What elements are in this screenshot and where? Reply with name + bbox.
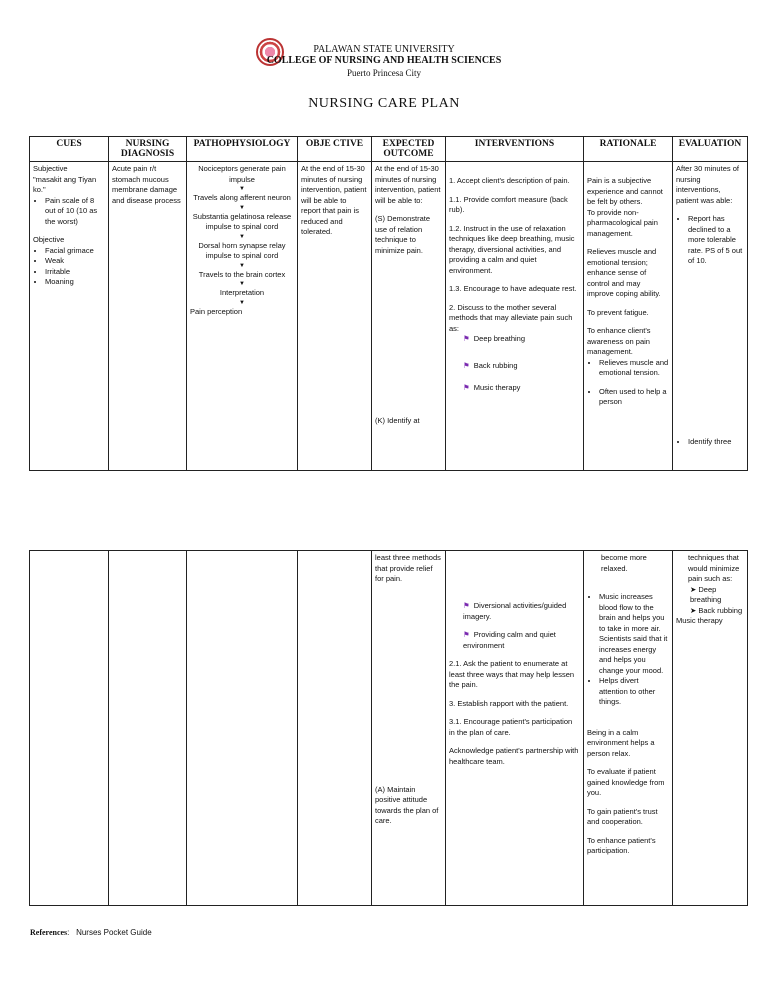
- col-rationale: RATIONALE: [584, 137, 673, 162]
- list-item: • Moaning: [45, 277, 105, 288]
- patho-step: Interpretation: [219, 288, 265, 297]
- flag-bullet-icon: ⚑: [463, 360, 470, 370]
- cues-cell: [30, 551, 109, 906]
- patho-step: Substantia gelatinosa release impulse to spinal cord: [192, 211, 292, 231]
- rationale-item: Relieves muscle and emotional tension; enhance sense of control and may improve coping ability.: [587, 247, 661, 298]
- col-cues: CUES: [30, 137, 109, 162]
- objective-label: Objective: [33, 235, 65, 244]
- col-objective: OBJE CTIVE: [298, 137, 372, 162]
- rationale-bullet: • Relieves muscle and emotional tension.: [599, 358, 669, 379]
- references: References: Nurses Pocket Guide: [30, 928, 152, 937]
- col-pathophysiology: PATHOPHYSIOLOGY: [187, 137, 298, 162]
- evaluation-cell: [673, 162, 748, 471]
- references-label: References: [30, 928, 68, 937]
- objective-cell: At the end of 15-30 minutes of nursing intervention, patient will be able to report that pain is reduced and tolerated.: [298, 162, 372, 471]
- college-name: COLLEGE OF NURSING AND HEALTH SCIENCES: [266, 55, 502, 66]
- outcome-a: (A) Maintain positive attitude towards the plan of care.: [375, 784, 439, 825]
- rationale-item: To enhance client's awareness on pain management.: [587, 326, 651, 356]
- diagnosis-cell: Acute pain r/t stomach mucous membrane damage and disease process: [109, 162, 187, 471]
- care-plan-table-page2: [29, 550, 748, 906]
- list-item: • Weak: [45, 256, 105, 267]
- interventions-cell: [446, 551, 584, 906]
- method-item: Back rubbing: [473, 360, 518, 370]
- flag-bullet-icon: ⚑: [463, 383, 470, 392]
- technique-item: Music therapy: [676, 616, 723, 625]
- table-row: [30, 162, 748, 471]
- rationale-continued: become more relaxed.: [601, 553, 647, 573]
- arrow-bullet-icon: ➤: [690, 584, 699, 594]
- down-arrow-icon: ▼: [239, 186, 245, 192]
- flag-bullet-icon: ⚑: [463, 334, 470, 343]
- evaluation-intro: After 30 minutes of nursing interventions, patient was able:: [676, 164, 739, 205]
- evaluation-bullet: • Identify three: [688, 437, 744, 448]
- method-item: Providing calm and quiet environment: [463, 630, 556, 650]
- patho-step: Dorsal horn synapse relay impulse to spinal cord: [198, 240, 286, 260]
- university-name: PALAWAN STATE UNIVERSITY: [313, 44, 455, 55]
- intervention: 3. Establish rapport with the patient.: [449, 698, 569, 708]
- rationale-bullet: • Often used to help a person: [599, 387, 669, 408]
- expected-outcome-cell: [372, 551, 446, 906]
- diagnosis-cell: [109, 551, 187, 906]
- rationale-cell: [584, 162, 673, 471]
- expected-outcome-cell: [372, 162, 446, 471]
- list-item: • Facial grimace: [45, 246, 105, 257]
- patho-step: Nociceptors generate pain impulse: [198, 164, 286, 184]
- rationale-item: To gain patient's trust and cooperation.: [587, 806, 658, 826]
- arrow-bullet-icon: ➤: [690, 605, 699, 615]
- technique-item: Deep breathing: [690, 584, 722, 604]
- rationale-item: Being in a calm environment helps a person relax.: [587, 727, 655, 758]
- outcome-k: (K) Identify at: [375, 416, 420, 425]
- evaluation-continued: techniques that would minimize pain such as:: [688, 553, 740, 583]
- intervention: Acknowledge patient's partnership with healthcare team.: [449, 746, 579, 766]
- col-evaluation: EVALUATION: [673, 137, 748, 162]
- patho-step: Pain perception: [190, 306, 243, 316]
- col-interventions: INTERVENTIONS: [446, 137, 584, 162]
- technique-item: Back rubbing: [698, 605, 743, 615]
- rationale-item: To enhance patient's participation.: [587, 835, 656, 855]
- city-name: Puerto Princesa City: [347, 68, 421, 78]
- pathophysiology-cell: [187, 551, 298, 906]
- patient-quote: "masakit ang Tiyan ko.": [33, 174, 97, 194]
- intervention: 1.2. Instruct in the use of relaxation techniques like deep breathing, music therapy, diversional activities, and providing a calm and quiet environment.: [449, 223, 575, 275]
- down-arrow-icon: ▼: [239, 262, 245, 269]
- down-arrow-icon: ▼: [239, 204, 245, 211]
- care-plan-table-page1: [29, 136, 748, 471]
- rationale-item: To prevent fatigue.: [587, 307, 649, 317]
- page-title: NURSING CARE PLAN: [308, 96, 460, 111]
- down-arrow-icon: ▼: [239, 281, 245, 287]
- header-row: [30, 137, 748, 162]
- rationale-item: Pain is a subjective experience and cannot be felt by others.: [587, 176, 663, 206]
- evaluation-bullet: • Report has declined to a more tolerable rate. PS of 5 out of 10.: [688, 214, 744, 267]
- rationale-item: To evaluate if patient gained knowledge from you.: [587, 767, 665, 797]
- intervention: 2. Discuss to the mother several methods that may alleviate pain such as:: [449, 302, 573, 333]
- table-row: [30, 551, 748, 906]
- pathophysiology-cell: [187, 162, 298, 471]
- rationale-item: To provide non-pharmacological pain management.: [587, 207, 658, 238]
- outcome-intro: At the end of 15-30 minutes of nursing intervention, patient will be able to:: [375, 164, 441, 205]
- pain-scale: • Pain scale of 8 out of 10 (10 as the worst): [45, 196, 105, 228]
- evaluation-cell: [673, 551, 748, 906]
- method-item: Deep breathing: [473, 334, 526, 343]
- intervention: 1.3. Encourage to have adequate rest.: [449, 284, 577, 293]
- rationale-bullet: • Helps divert attention to other things.: [599, 676, 669, 708]
- rationale-cell: [584, 551, 673, 906]
- col-expected-outcome: EXPECTED OUTCOME: [372, 137, 446, 162]
- subjective-label: Subjective: [33, 164, 68, 173]
- flag-bullet-icon: ⚑: [463, 601, 470, 610]
- outcome-s: (S) Demonstrate use of relation technique to minimize pain.: [375, 214, 431, 255]
- list-item: • Irritable: [45, 267, 105, 278]
- interventions-cell: [446, 162, 584, 471]
- intervention: 1. Accept client's description of pain.: [449, 176, 570, 185]
- patho-step: Travels to the brain cortex: [198, 269, 286, 279]
- intervention: 1.1. Provide comfort measure (back rub).: [449, 194, 568, 214]
- cues-cell: [30, 162, 109, 471]
- down-arrow-icon: ▼: [239, 233, 245, 240]
- down-arrow-icon: ▼: [239, 299, 245, 306]
- method-item: Diversional activities/guided imagery.: [463, 601, 567, 621]
- references-value: Nurses Pocket Guide: [76, 928, 152, 937]
- intervention: 2.1. Ask the patient to enumerate at least three ways that may help lessen the pain.: [449, 659, 575, 689]
- method-item: Music therapy: [473, 383, 521, 392]
- patho-step: Travels along afferent neuron: [193, 193, 291, 202]
- flag-bullet-icon: ⚑: [463, 630, 470, 639]
- intervention: 3.1. Encourage patient's participation in the plan of care.: [449, 717, 573, 737]
- rationale-bullet: • Music increases blood flow to the brain and helps you to take in more air. Scientists said that it increases energy and helps you change your mood.: [599, 592, 669, 676]
- col-nursing-diagnosis: NURSING DIAGNOSIS: [109, 137, 187, 162]
- objective-cell: [298, 551, 372, 906]
- outcome-k-continued: least three methods that provide relief for pain.: [375, 553, 441, 583]
